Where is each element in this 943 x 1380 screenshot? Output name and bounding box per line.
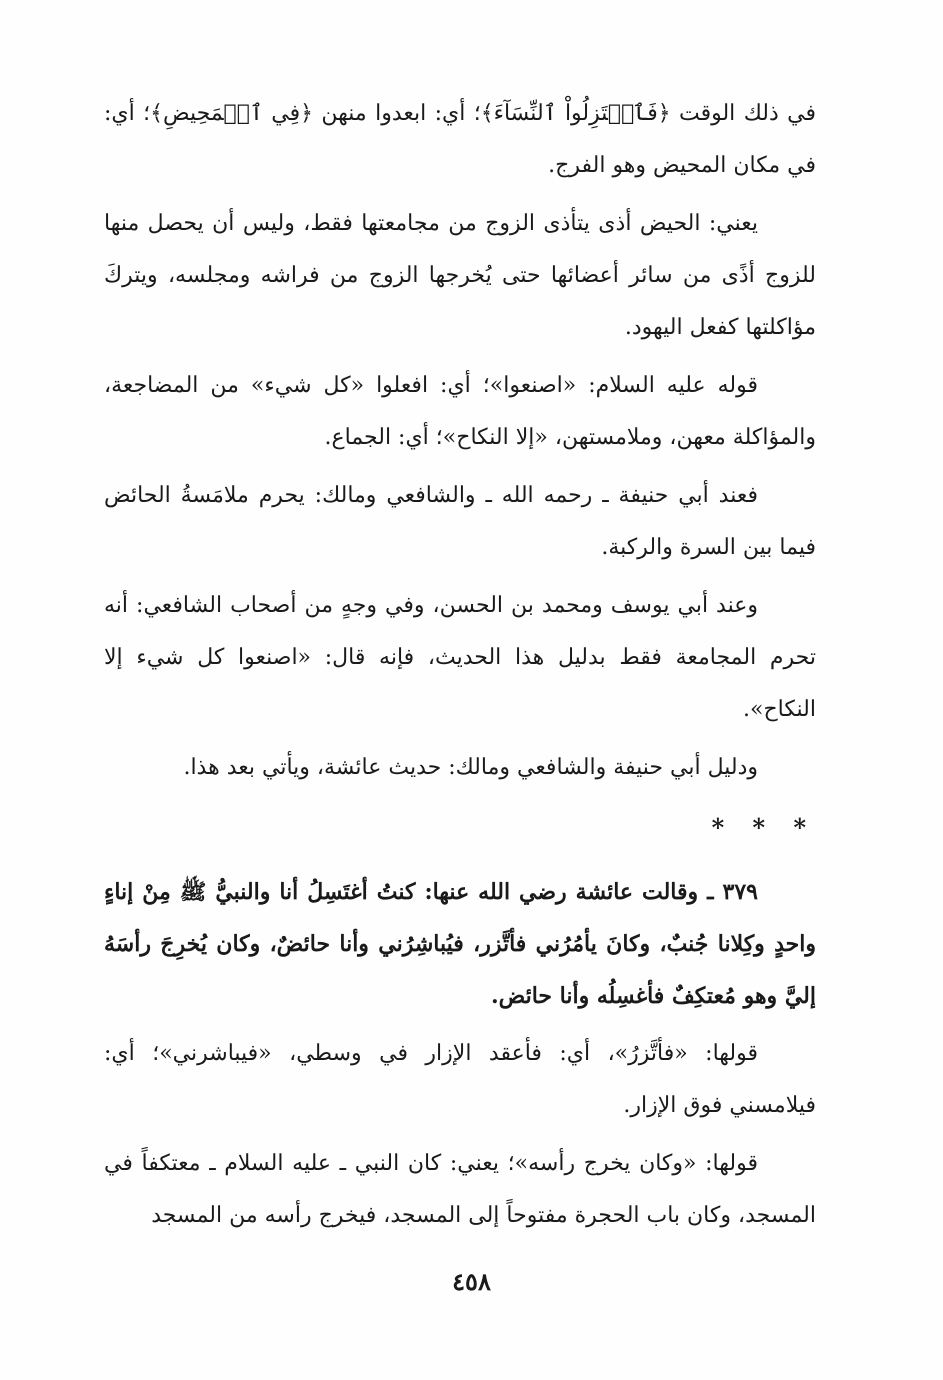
paragraph-4: فعند أبي حنيفة ـ رحمه الله ـ والشافعي ومالك: يحرم ملامَسةُ الحائض فيما بين السرة والركبة.: [104, 483, 816, 560]
paragraph-2: يعني: الحيض أذى يتأذى الزوج من مجامعتها فقط، وليس أن يحصل منها للزوج أذًى من سائر أعضائها حتى يُخرجها الزوج من فراشه ومجلسه، ويتركَ مؤاكلتها كفعل اليهود.: [104, 211, 816, 340]
page-text: [104, 88, 816, 1248]
section-separator: * * *: [711, 813, 816, 842]
paragraph-5: وعند أبي يوسف ومحمد بن الحسن، وفي وجهٍ من أصحاب الشافعي: أنه تحرم المجامعة فقط بدليل هذا الحديث، فإنه قال: «اصنعوا كل شيء إلا النكاح».: [104, 593, 816, 722]
paragraph-commentary-2: قولها: «وكان يخرج رأسه»؛ يعني: كان النبي ـ عليه السلام ـ معتكفاً في المسجد، وكان باب الحجرة مفتوحاً إلى المسجد، فيخرج رأسه من المسجد: [104, 1151, 816, 1228]
paragraph-commentary-1: قولها: «فأتَّزرُ»، أي: فأعقد الإزار في وسطي، «فيباشرني»؛ أي: فيلامسني فوق الإزار.: [104, 1041, 816, 1118]
paragraph-1: في ذلك الوقت ﴿فَٱعۡتَزِلُواْ ٱلنِّسَآءَ﴾؛ أي: ابعدوا منهن ﴿فِي ٱلۡمَحِيضِ﴾؛ أي: في مكان المحيض وهو الفرج.: [104, 101, 816, 178]
paragraph-6: ودليل أبي حنيفة والشافعي ومالك: حديث عائشة، ويأتي بعد هذا.: [183, 755, 758, 780]
page-number: ٤٥٨: [452, 1267, 491, 1296]
paragraph-3: قوله عليه السلام: «اصنعوا»؛ أي: افعلوا «كل شيء» من المضاجعة، والمؤاكلة معهن، وملامستهن، «إلا النكاح»؛ أي: الجماع.: [104, 373, 816, 450]
hadith-379: ٣٧٩ ـ وقالت عائشة رضي الله عنها: كنتُ أغتَسِلُ أنا والنبيُّ ﷺ مِنْ إناءٍ واحدٍ وكِلانا جُنبٌ، وكانَ يأمُرُني فأتَّزر، فيُباشِرُني وأنا حائضٌ، وكان يُخرِجَ رأسَهُ إليَّ وهو مُعتكِفٌ فأغسِلُه وأنا حائض.: [104, 879, 816, 1009]
